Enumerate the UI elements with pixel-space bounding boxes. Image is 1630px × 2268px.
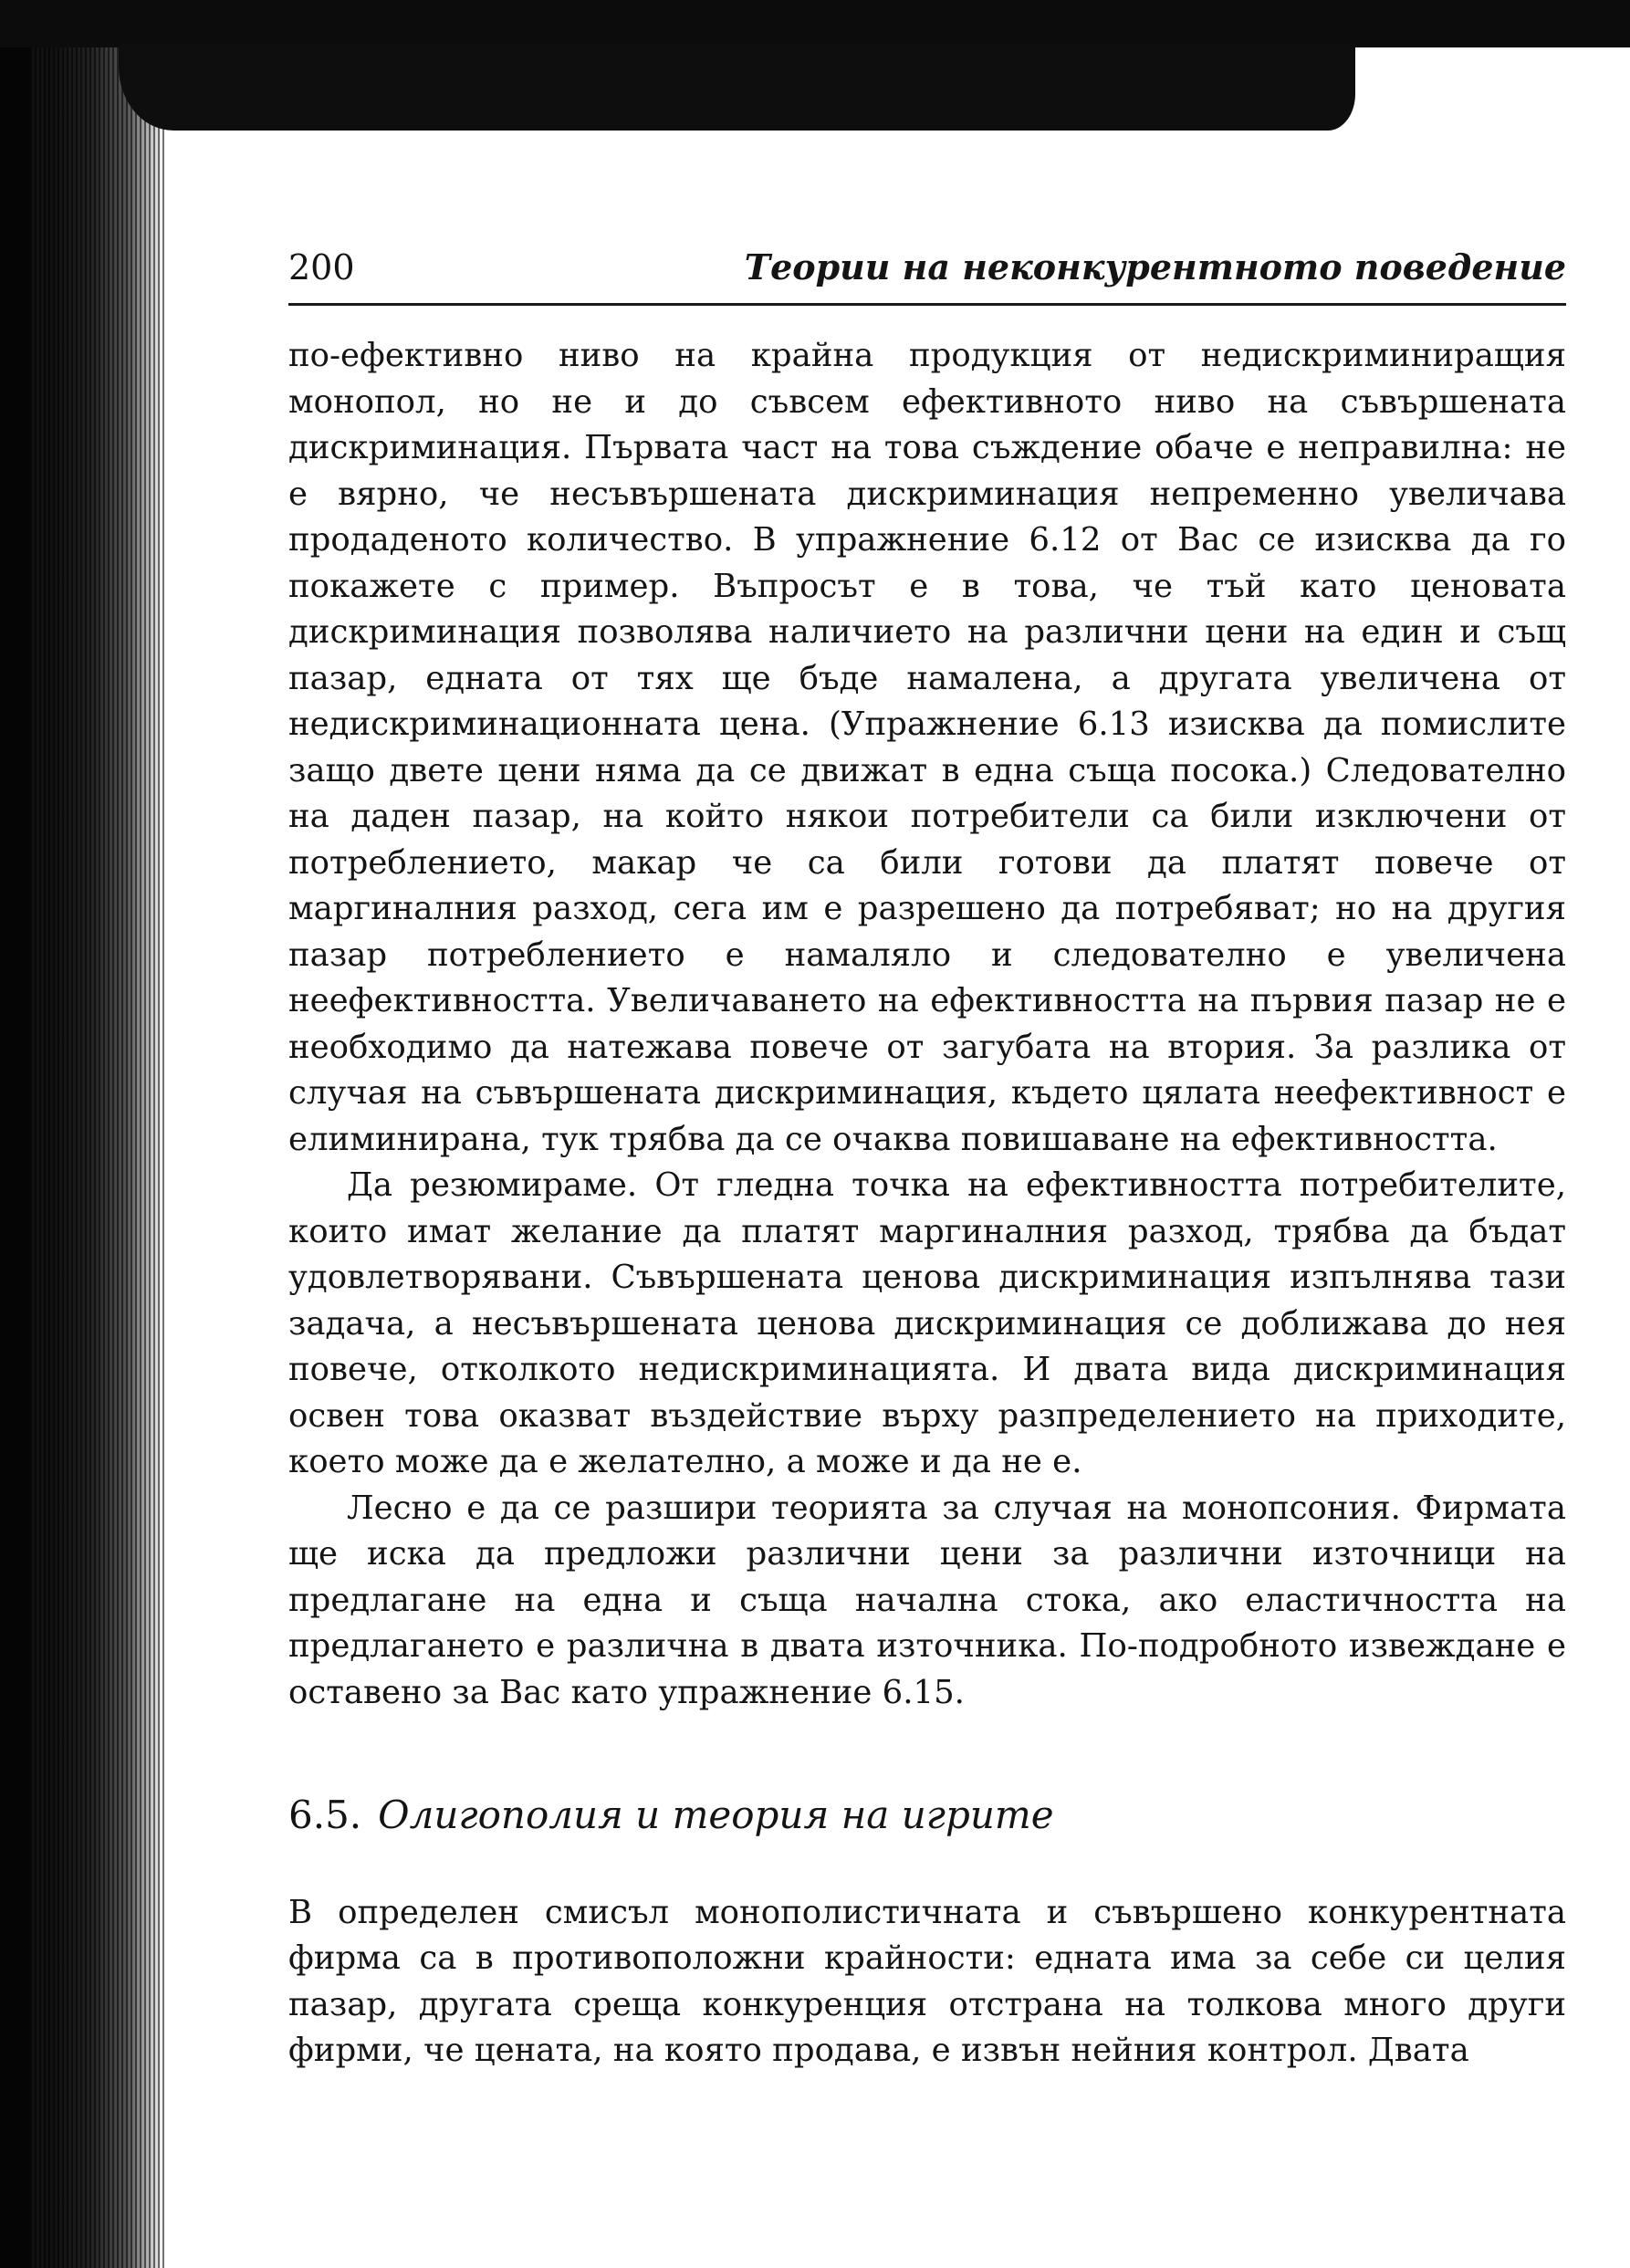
paragraph-section-intro: В определен смисъл монополистичната и съвършено конкурентната фирма са в противоположни крайности: едната има за себе си целия пазар, другата среща конкуренция отстрана на толкова много други фирми, че цената, на която продава, е извън нейния контрол. Двата <box>288 1893 1566 2069</box>
section-number: 6.5. <box>288 1792 362 1837</box>
section-title: Олигополия и теория на игрите <box>378 1792 1054 1837</box>
paragraph-continued: по-ефективно ниво на крайна продукция от недискриминиращия монопол, но не и до съвсем ефективното ниво на съвършената дискриминация. Първата част на това съждение обаче е неправилна: не е вярно, че несъвършената дискриминация непременно увеличава продаденото количество. В упражнение 6.12 от Вас се изисква да го покажете с пример. Въпросът е в това, че тъй като ценовата дискриминация позволява наличието на различни цени на един и същ пазар, едната от тях ще бъде намалена, а другата увеличена от недискриминационната цена. (Упражнение 6.13 изисква да помислите защо двете цени няма да се движат в една съща посока.) Следователно на даден пазар, на който някои потребители са били изключени от потреблението, макар че са били готови да платят повече от маргиналния разход, сега им е разрешено да потребяват; но на другия пазар потреблението е намаляло и следователно е увеличена неефективността. Увеличаването на ефективността на първия пазар не е необходимо да натежава повече от загубата на втория. За разлика от случая на съвършената дискриминация, където цялата неефективност е елиминирана, тук трябва да се очаква повишаване на ефективността. <box>288 337 1566 1158</box>
running-head <box>288 246 1566 306</box>
running-title: Теории на неконкурентното поведение <box>744 246 1566 287</box>
scan-edge <box>0 0 31 2268</box>
paragraph-monopsony: Лесно е да се разшири теорията за случая на монопсония. Фирмата ще иска да предложи различни цени за различни източници на предлагане на една и съща начална стока, ако еластичността на предлагането е различна в двата източника. По-подробното извеждане е оставено за Вас като упражнение 6.15. <box>288 1489 1566 1711</box>
section-heading <box>288 1792 1566 1839</box>
scan-top-shadow <box>119 44 1355 131</box>
page-number: 200 <box>288 247 355 287</box>
book-page <box>288 246 1566 2075</box>
body-text <box>288 333 1566 2075</box>
scan-top-band <box>0 0 1630 47</box>
paragraph-summary: Да резюмираме. От гледна точка на ефективността потребителите, които имат желание да платят маргиналния разход, трябва да бъдат удовлетворявани. Съвършената ценова дискриминация изпълнява тази задача, а несъвършената ценова дискриминация се доближава до нея повече, отколкото недискриминацията. И двата вида дискриминация освен това оказват въздействие върху разпределението на приходите, което може да е желателно, а може и да не е. <box>288 1166 1566 1480</box>
